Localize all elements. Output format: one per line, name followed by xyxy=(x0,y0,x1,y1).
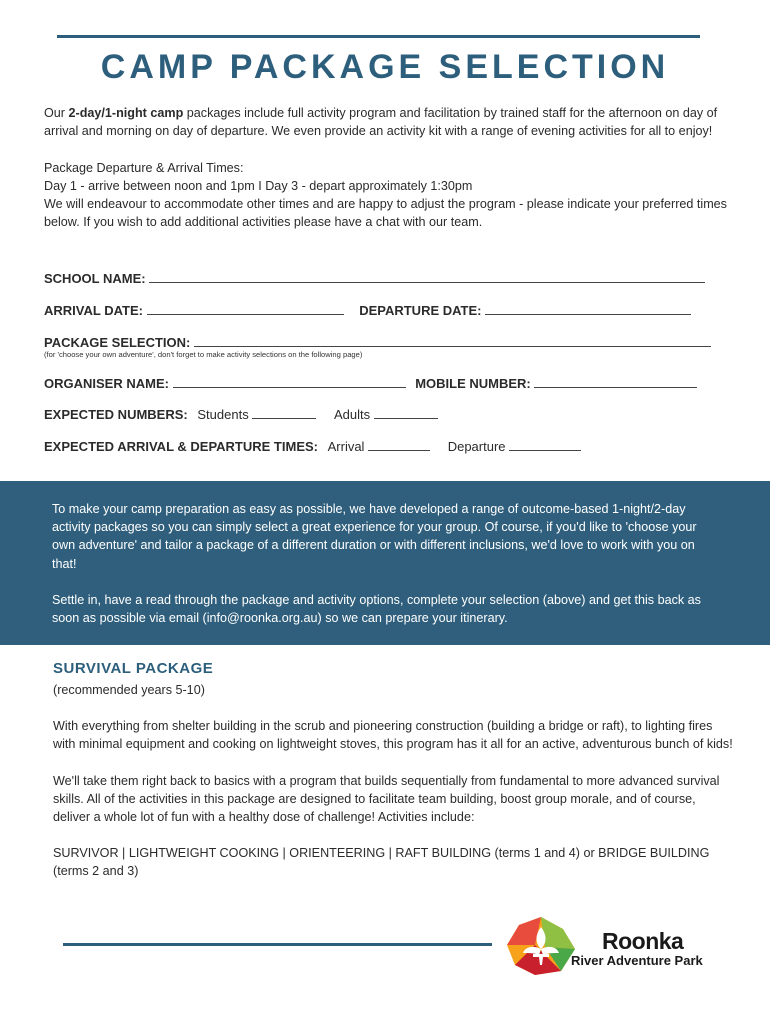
adults-label: Adults xyxy=(333,407,371,422)
organiser-row xyxy=(44,376,697,391)
package-description xyxy=(53,681,733,881)
adults-field[interactable] xyxy=(374,407,438,419)
expected-times-row xyxy=(44,439,581,454)
info-banner-text xyxy=(52,500,712,627)
banner-paragraph-1: To make your camp preparation as easy as possible, we have developed a range of outcome-based 1-night/2-day activity packages so you can simply select a great experience for your group. Of course, if you'd like to 'choose your own adventure' and tailor a package of a different duration or with different inclusions, we'd love to work with you on that! xyxy=(52,502,697,571)
intro-bold: 2-day/1-night camp xyxy=(68,106,184,120)
arrival-date-field[interactable] xyxy=(147,303,344,315)
mobile-number-label: MOBILE NUMBER: xyxy=(415,376,531,391)
package-selection-note: (for 'choose your own adventure', don't forget to make activity selections on the following page) xyxy=(44,350,363,359)
departure-label: Departure xyxy=(447,439,506,454)
logo-name: Roonka xyxy=(602,928,684,954)
top-divider xyxy=(57,35,700,38)
times-line: Day 1 - arrive between noon and 1pm I Day 3 - depart approximately 1:30pm xyxy=(44,178,473,193)
arrival-time-field[interactable] xyxy=(368,439,430,451)
students-field[interactable] xyxy=(252,407,316,419)
departure-date-field[interactable] xyxy=(485,303,691,315)
bottom-divider xyxy=(63,943,492,946)
arrival-label: Arrival xyxy=(327,439,365,454)
expected-numbers-label: EXPECTED NUMBERS: xyxy=(44,407,188,422)
departure-date-label: DEPARTURE DATE: xyxy=(359,303,482,318)
mobile-number-field[interactable] xyxy=(534,376,697,388)
package-selection-label: PACKAGE SELECTION: xyxy=(44,335,191,350)
intro-prefix: Our xyxy=(44,106,69,120)
roonka-logo xyxy=(505,915,725,977)
package-title: SURVIVAL PACKAGE xyxy=(53,660,214,677)
package-selection-row xyxy=(44,335,711,350)
banner-paragraph-2: Settle in, have a read through the package and activity options, complete your selection (above) and get this back as soon as possible via email (info@roonka.org.au) so we can prepare your itinerary. xyxy=(52,592,701,626)
times-heading: Package Departure & Arrival Times: xyxy=(44,160,244,175)
package-paragraph-1: With everything from shelter building in the scrub and pioneering construction (building a bridge or raft), to lighting fires with minimal equipment and cooking on lightweight stoves, this program has it all for an active, adventurous bunch of kids! xyxy=(53,719,733,752)
intro-section xyxy=(44,104,734,232)
expected-numbers-row xyxy=(44,407,438,422)
departure-time-field[interactable] xyxy=(509,439,581,451)
times-note: We will endeavour to accommodate other times and are happy to adjust the program - please indicate your preferred times below. If you wish to add additional activities please have a chat with our team. xyxy=(44,197,727,230)
intro-rest: packages include full activity program and facilitation by trained staff for the afternoon on day of arrival and morning on day of departure. We even provide an activity kit with a range of evening activities for all to enjoy! xyxy=(44,106,718,139)
organiser-name-field[interactable] xyxy=(173,376,406,388)
logo-subtitle: River Adventure Park xyxy=(571,953,703,968)
fleur-de-lis-icon xyxy=(505,915,577,977)
intro-paragraph xyxy=(44,104,734,141)
package-paragraph-2: We'll take them right back to basics with a program that builds sequentially from fundamental to more advanced survival skills. All of the activities in this package are designed to facilitate team building, boost group morale, and of course, deliver a whole lot of fun with a healthy dose of challenge! Activities include: xyxy=(53,773,720,825)
arrival-date-label: ARRIVAL DATE: xyxy=(44,303,143,318)
organiser-name-label: ORGANISER NAME: xyxy=(44,376,169,391)
package-years: (recommended years 5-10) xyxy=(53,683,205,697)
school-name-field[interactable] xyxy=(149,271,705,283)
dates-row xyxy=(44,303,691,318)
package-activities: SURVIVOR | LIGHTWEIGHT COOKING | ORIENTEERING | RAFT BUILDING (terms 1 and 4) or BRIDGE BUILDING (terms 2 and 3) xyxy=(53,846,710,879)
school-name-row xyxy=(44,271,705,286)
school-name-label: SCHOOL NAME: xyxy=(44,271,146,286)
page-title: CAMP PACKAGE SELECTION xyxy=(100,48,670,86)
package-selection-field[interactable] xyxy=(194,335,711,347)
expected-times-label: EXPECTED ARRIVAL & DEPARTURE TIMES: xyxy=(44,439,318,454)
students-label: Students xyxy=(197,407,249,422)
